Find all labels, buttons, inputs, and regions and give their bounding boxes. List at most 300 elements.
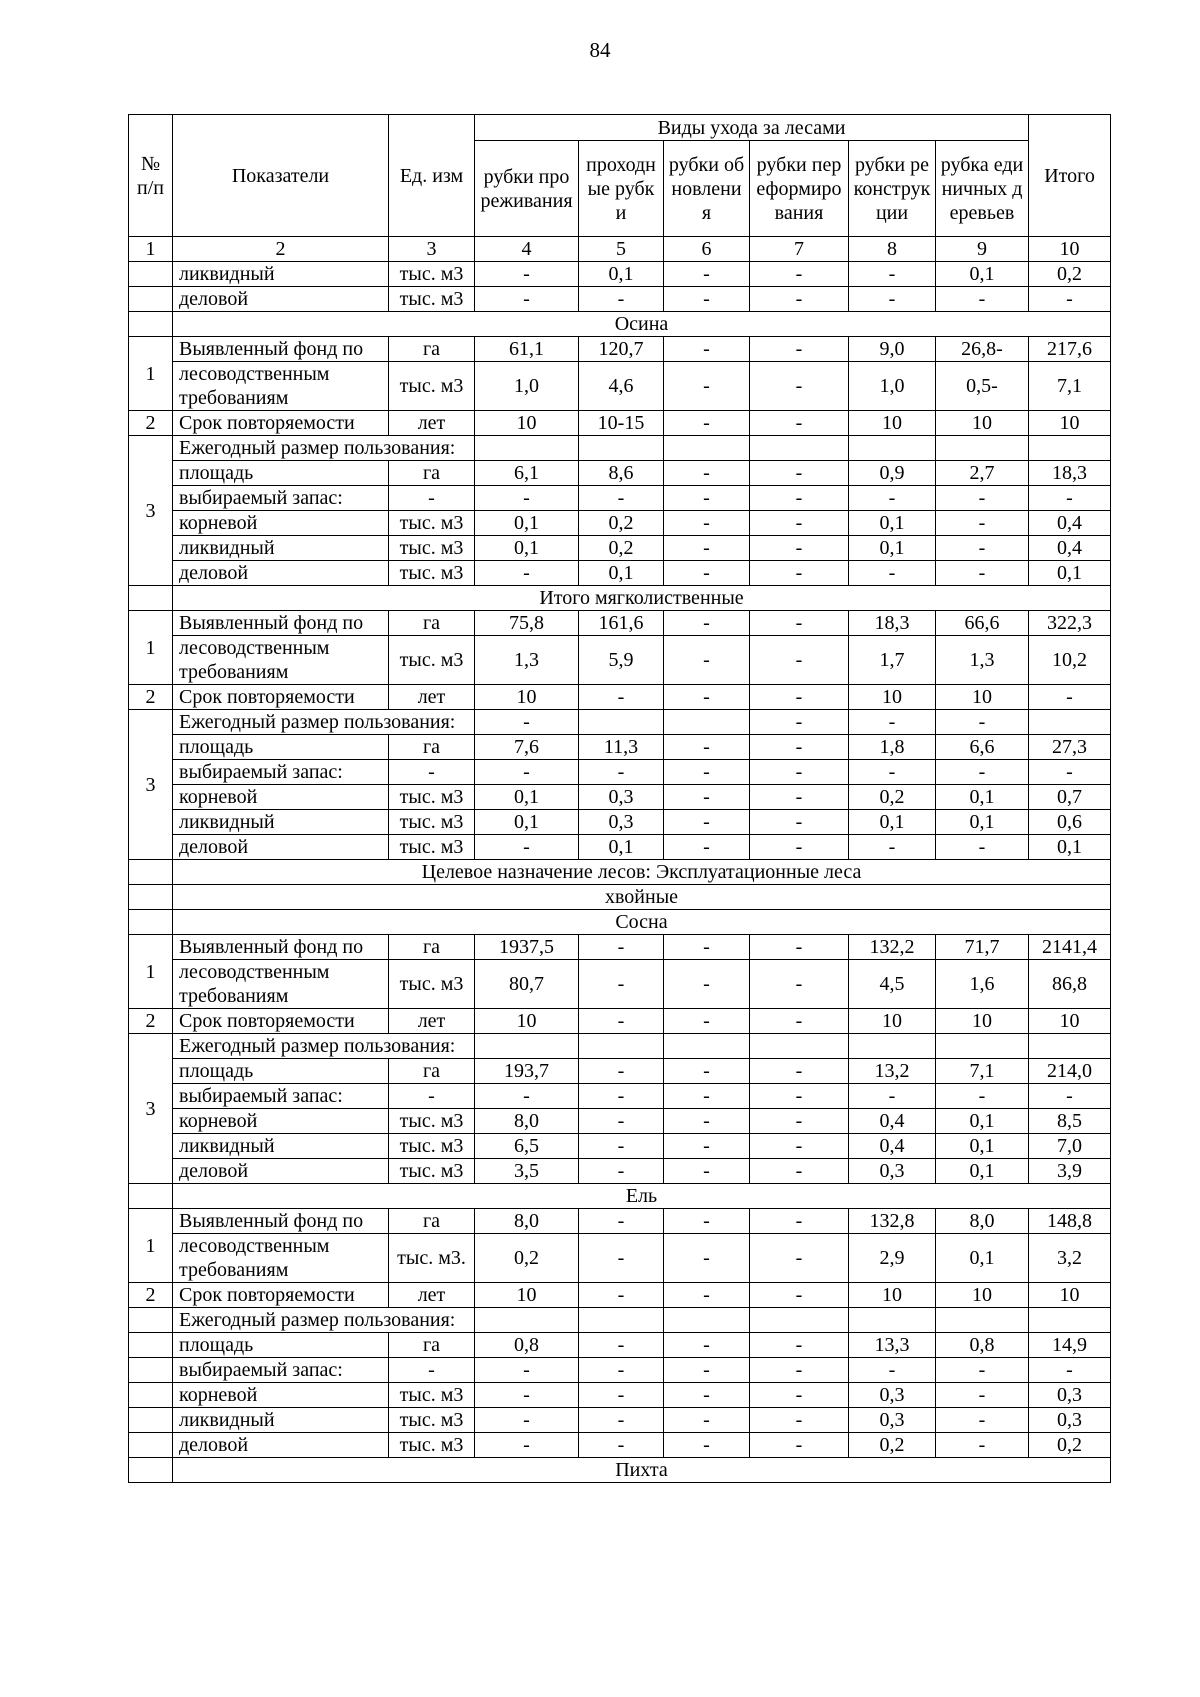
value-cell (579, 710, 664, 735)
section-title: Осина (173, 312, 1111, 337)
value-cell: 7,1 (936, 1059, 1029, 1084)
value-cell: - (750, 960, 849, 1009)
value-cell: - (475, 1408, 579, 1433)
value-cell: 6,1 (475, 461, 579, 486)
value-cell: 214,0 (1029, 1059, 1111, 1084)
table-row (129, 461, 1111, 486)
num-cell (129, 586, 173, 611)
indicator-cell: площадь (173, 1333, 389, 1358)
value-cell: - (849, 561, 936, 586)
num-cell (129, 1383, 173, 1408)
value-cell: 1937,5 (475, 935, 579, 960)
value-cell: 1,3 (475, 636, 579, 685)
num-cell (129, 287, 173, 312)
table-row (129, 287, 1111, 312)
value-cell (1029, 436, 1111, 461)
indicator-cell: Выявленный фонд по (173, 611, 389, 636)
indicator-cell: ликвидный (173, 262, 389, 287)
value-cell: - (664, 1009, 750, 1034)
table-row (129, 1358, 1111, 1383)
value-cell: 26,8- (936, 337, 1029, 362)
table-row (129, 1383, 1111, 1408)
value-cell: - (750, 411, 849, 436)
unit-cell: тыс. м3 (389, 287, 475, 312)
value-cell: - (750, 1084, 849, 1109)
value-cell: - (849, 287, 936, 312)
value-cell: 10 (849, 411, 936, 436)
value-cell: 10 (936, 1009, 1029, 1034)
indicator-cell: Срок повторяемости (173, 1009, 389, 1034)
value-cell: - (475, 1084, 579, 1109)
num-cell: 1 (129, 611, 173, 685)
value-cell: 1,0 (475, 362, 579, 411)
value-cell: - (936, 1408, 1029, 1433)
table-row (129, 685, 1111, 710)
value-cell: - (475, 561, 579, 586)
value-cell: - (579, 1283, 664, 1308)
value-cell: - (1029, 486, 1111, 511)
value-cell: 7,0 (1029, 1134, 1111, 1159)
value-cell: - (664, 1159, 750, 1184)
num-cell: 3 (129, 710, 173, 860)
value-cell: 0,8 (475, 1333, 579, 1358)
indicator-cell: лесоводственным (173, 636, 389, 661)
value-cell: - (750, 685, 849, 710)
value-cell: - (750, 1383, 849, 1408)
value-cell: - (664, 1433, 750, 1458)
value-cell: - (750, 1134, 849, 1159)
table-row (129, 835, 1111, 860)
table-row (129, 436, 1111, 461)
value-cell: 0,1 (936, 1159, 1029, 1184)
value-cell: - (664, 411, 750, 436)
indicator-cell: ликвидный (173, 810, 389, 835)
value-cell: - (750, 1333, 849, 1358)
value-cell: - (475, 835, 579, 860)
value-cell: 148,8 (1029, 1209, 1111, 1234)
section-row (129, 1184, 1111, 1209)
section-title: Пихта (173, 1458, 1111, 1483)
value-cell: - (750, 1358, 849, 1383)
table-row (129, 760, 1111, 785)
table-row (129, 362, 1111, 387)
value-cell: - (579, 1333, 664, 1358)
value-cell: 10 (1029, 1009, 1111, 1034)
value-cell: 0,1 (936, 1109, 1029, 1134)
value-cell: - (750, 935, 849, 960)
value-cell: - (750, 1209, 849, 1234)
unit-cell: лет (389, 1283, 475, 1308)
value-cell: 18,3 (849, 611, 936, 636)
value-cell (849, 436, 936, 461)
value-cell (1029, 1034, 1111, 1059)
indicator-cell: Ежегодный размер пользования: (173, 1308, 475, 1333)
value-cell: 10 (849, 1283, 936, 1308)
value-cell: - (664, 1134, 750, 1159)
value-cell: 18,3 (1029, 461, 1111, 486)
unit-cell: тыс. м3 (389, 1109, 475, 1134)
value-cell: 0,4 (1029, 536, 1111, 561)
unit-cell: тыс. м3 (389, 1383, 475, 1408)
value-cell: 1,3 (936, 636, 1029, 685)
indicator-cell: выбираемый запас: (173, 1084, 389, 1109)
value-cell: - (664, 810, 750, 835)
value-cell: 2,9 (849, 1234, 936, 1283)
value-cell: 0,4 (849, 1134, 936, 1159)
value-cell: - (664, 561, 750, 586)
value-cell: 9,0 (849, 337, 936, 362)
value-cell: - (1029, 287, 1111, 312)
value-cell (849, 1034, 936, 1059)
value-cell: 132,8 (849, 1209, 936, 1234)
section-row (129, 910, 1111, 935)
value-cell: 27,3 (1029, 735, 1111, 760)
value-cell: - (750, 511, 849, 536)
value-cell: - (475, 262, 579, 287)
value-cell: 10 (475, 685, 579, 710)
indicator-cell: Выявленный фонд по (173, 1209, 389, 1234)
value-cell: 75,8 (475, 611, 579, 636)
value-cell: - (579, 1109, 664, 1134)
value-cell: - (936, 760, 1029, 785)
table-row (129, 1009, 1111, 1034)
value-cell: 11,3 (579, 735, 664, 760)
unit-cell: га (389, 611, 475, 636)
indicator-cell: корневой (173, 1109, 389, 1134)
unit-cell: тыс. м3 (389, 785, 475, 810)
value-cell: 0,1 (936, 785, 1029, 810)
unit-cell: тыс. м3 (389, 1134, 475, 1159)
value-cell: - (579, 1433, 664, 1458)
value-cell: 0,3 (849, 1408, 936, 1433)
table-row (129, 960, 1111, 985)
unit-cell: - (389, 1084, 475, 1109)
value-cell: 61,1 (475, 337, 579, 362)
table-row (129, 1308, 1111, 1333)
header-col: рубки прореживания (475, 141, 579, 237)
value-cell: 10 (849, 685, 936, 710)
value-cell (664, 710, 750, 735)
value-cell: - (750, 1234, 849, 1283)
value-cell: - (664, 735, 750, 760)
unit-cell: тыс. м3 (389, 511, 475, 536)
unit-cell: - (389, 760, 475, 785)
value-cell: - (1029, 685, 1111, 710)
value-cell: - (936, 486, 1029, 511)
forest-care-table (128, 114, 1111, 1483)
value-cell: 0,2 (1029, 262, 1111, 287)
num-cell (129, 1184, 173, 1209)
header-col: рубки переформирования (750, 141, 849, 237)
value-cell: - (664, 1109, 750, 1134)
value-cell: - (849, 1084, 936, 1109)
value-cell: - (579, 1059, 664, 1084)
value-cell: - (664, 935, 750, 960)
value-cell: 10 (1029, 411, 1111, 436)
value-cell: - (475, 710, 579, 735)
value-cell: 0,1 (1029, 835, 1111, 860)
value-cell: - (1029, 1084, 1111, 1109)
value-cell: 0,9 (849, 461, 936, 486)
header-col: рубки реконструкции (849, 141, 936, 237)
value-cell: - (1029, 760, 1111, 785)
value-cell: - (849, 710, 936, 735)
unit-cell: - (389, 1358, 475, 1383)
value-cell: - (664, 1234, 750, 1283)
value-cell: 1,7 (849, 636, 936, 685)
value-cell: - (936, 1358, 1029, 1383)
table-row (129, 1134, 1111, 1159)
section-title: Ель (173, 1184, 1111, 1209)
value-cell: 10 (475, 411, 579, 436)
unit-cell: га (389, 735, 475, 760)
indicator-cell: Ежегодный размер пользования: (173, 1034, 475, 1059)
value-cell: - (579, 685, 664, 710)
value-cell: - (664, 1084, 750, 1109)
value-cell: - (475, 486, 579, 511)
value-cell: 0,3 (1029, 1383, 1111, 1408)
table-row (129, 1433, 1111, 1458)
value-cell: 193,7 (475, 1059, 579, 1084)
value-cell: - (936, 1433, 1029, 1458)
value-cell: 0,1 (849, 511, 936, 536)
value-cell: - (579, 1234, 664, 1283)
num-cell (129, 1408, 173, 1433)
value-cell: 10 (936, 685, 1029, 710)
value-cell: - (936, 536, 1029, 561)
table-row (129, 536, 1111, 561)
table-row (129, 1059, 1111, 1084)
value-cell: - (475, 1358, 579, 1383)
table-row (129, 1084, 1111, 1109)
value-cell: - (664, 1383, 750, 1408)
value-cell: 0,4 (849, 1109, 936, 1134)
indicator-cell: требованиям (173, 984, 389, 1009)
value-cell: 217,6 (1029, 337, 1111, 362)
value-cell: - (750, 735, 849, 760)
value-cell: 0,3 (849, 1383, 936, 1408)
value-cell: - (579, 1084, 664, 1109)
value-cell: - (936, 511, 1029, 536)
header-num: № п/п (129, 115, 173, 237)
column-index-cell: 9 (936, 237, 1029, 262)
num-cell: 2 (129, 1009, 173, 1034)
value-cell: - (664, 960, 750, 1009)
table-row (129, 935, 1111, 960)
num-cell (129, 1333, 173, 1358)
unit-cell: га (389, 1333, 475, 1358)
num-cell: 3 (129, 436, 173, 586)
value-cell (750, 436, 849, 461)
value-cell: - (579, 1383, 664, 1408)
value-cell: 322,3 (1029, 611, 1111, 636)
unit-cell: тыс. м3 (389, 262, 475, 287)
value-cell: 13,3 (849, 1333, 936, 1358)
indicator-cell: лесоводственным (173, 362, 389, 387)
unit-cell: тыс. м3 (389, 835, 475, 860)
value-cell: 0,2 (579, 511, 664, 536)
section-title: Итого мягколиственные (173, 586, 1111, 611)
value-cell: - (579, 935, 664, 960)
value-cell: - (849, 835, 936, 860)
indicator-cell: деловой (173, 1159, 389, 1184)
value-cell: 8,0 (475, 1209, 579, 1234)
indicator-cell: Срок повторяемости (173, 411, 389, 436)
indicator-cell: деловой (173, 561, 389, 586)
value-cell: - (750, 835, 849, 860)
table-row (129, 1283, 1111, 1308)
unit-cell: га (389, 461, 475, 486)
value-cell: - (475, 1433, 579, 1458)
value-cell: - (664, 1059, 750, 1084)
value-cell: 0,1 (849, 810, 936, 835)
indicator-cell: Ежегодный размер пользования: (173, 710, 475, 735)
num-cell: 2 (129, 685, 173, 710)
value-cell: - (664, 461, 750, 486)
value-cell: - (750, 461, 849, 486)
value-cell: - (664, 511, 750, 536)
value-cell: 5,9 (579, 636, 664, 685)
value-cell: 0,1 (936, 1234, 1029, 1283)
value-cell: - (664, 536, 750, 561)
value-cell: - (936, 1084, 1029, 1109)
num-cell (129, 312, 173, 337)
value-cell: - (849, 1358, 936, 1383)
section-title: хвойные (173, 885, 1111, 910)
indicator-cell: требованиям (173, 1258, 389, 1283)
table-row (129, 1109, 1111, 1134)
value-cell (579, 1308, 664, 1333)
table-row (129, 785, 1111, 810)
value-cell (579, 1034, 664, 1059)
value-cell: 8,6 (579, 461, 664, 486)
value-cell: 0,3 (849, 1159, 936, 1184)
value-cell: - (664, 1333, 750, 1358)
num-cell: 1 (129, 1209, 173, 1283)
value-cell: - (750, 611, 849, 636)
indicator-cell: Выявленный фонд по (173, 935, 389, 960)
header-group: Виды ухода за лесами (475, 115, 1029, 141)
value-cell: 0,4 (1029, 511, 1111, 536)
value-cell: - (664, 611, 750, 636)
value-cell: 0,2 (579, 536, 664, 561)
value-cell: 0,1 (936, 810, 1029, 835)
value-cell: - (664, 1209, 750, 1234)
indicator-cell: лесоводственным (173, 960, 389, 985)
table-row (129, 262, 1111, 287)
value-cell: - (664, 636, 750, 685)
value-cell: 0,1 (1029, 561, 1111, 586)
num-cell (129, 262, 173, 287)
value-cell: - (936, 1383, 1029, 1408)
num-cell (129, 1358, 173, 1383)
value-cell: - (1029, 1358, 1111, 1383)
value-cell: - (750, 636, 849, 685)
value-cell (664, 436, 750, 461)
value-cell: 0,3 (1029, 1408, 1111, 1433)
indicator-cell: деловой (173, 1433, 389, 1458)
value-cell: - (936, 287, 1029, 312)
header-unit: Ед. изм (389, 115, 475, 237)
value-cell: 1,8 (849, 735, 936, 760)
unit-cell: лет (389, 411, 475, 436)
indicator-cell: Ежегодный размер пользования: (173, 436, 475, 461)
value-cell: 10 (936, 1283, 1029, 1308)
value-cell: - (664, 287, 750, 312)
value-cell: - (936, 561, 1029, 586)
num-cell (129, 1458, 173, 1483)
unit-cell: тыс. м3 (389, 561, 475, 586)
value-cell (664, 1034, 750, 1059)
value-cell: 4,6 (579, 362, 664, 411)
num-cell (129, 910, 173, 935)
indicator-cell: Срок повторяемости (173, 1283, 389, 1308)
value-cell: 0,1 (579, 835, 664, 860)
unit-cell: тыс. м3 (389, 636, 475, 685)
indicator-cell: выбираемый запас: (173, 1358, 389, 1383)
indicator-cell: выбираемый запас: (173, 486, 389, 511)
value-cell (475, 1034, 579, 1059)
value-cell: 161,6 (579, 611, 664, 636)
value-cell: 0,1 (475, 536, 579, 561)
value-cell: - (750, 1433, 849, 1458)
indicator-cell: Срок повторяемости (173, 685, 389, 710)
table-row (129, 735, 1111, 760)
value-cell: - (750, 1159, 849, 1184)
value-cell: - (750, 1109, 849, 1134)
value-cell: 0,1 (475, 810, 579, 835)
value-cell: 0,2 (849, 1433, 936, 1458)
value-cell: 8,5 (1029, 1109, 1111, 1134)
value-cell: 8,0 (475, 1109, 579, 1134)
value-cell (750, 1034, 849, 1059)
num-cell (129, 860, 173, 885)
indicator-cell: деловой (173, 287, 389, 312)
value-cell: 3,9 (1029, 1159, 1111, 1184)
value-cell: - (750, 486, 849, 511)
value-cell: - (579, 960, 664, 1009)
unit-cell: га (389, 337, 475, 362)
value-cell: - (664, 835, 750, 860)
value-cell: - (936, 835, 1029, 860)
unit-cell: тыс. м3 (389, 1408, 475, 1433)
table-row (129, 611, 1111, 636)
unit-cell: тыс. м3 (389, 1159, 475, 1184)
unit-cell: тыс. м3 (389, 960, 475, 1009)
value-cell: - (579, 1408, 664, 1433)
indicator-cell: деловой (173, 835, 389, 860)
table-row (129, 1333, 1111, 1358)
value-cell: 14,9 (1029, 1333, 1111, 1358)
value-cell: - (750, 760, 849, 785)
header-indicators: Показатели (173, 115, 389, 237)
value-cell (475, 436, 579, 461)
value-cell: 66,6 (936, 611, 1029, 636)
column-index-cell: 1 (129, 237, 173, 262)
table-row (129, 1209, 1111, 1234)
indicator-cell: ликвидный (173, 536, 389, 561)
table-row (129, 710, 1111, 735)
value-cell: 0,1 (475, 511, 579, 536)
table-row (129, 337, 1111, 362)
value-cell: 0,1 (936, 1134, 1029, 1159)
column-index-cell: 3 (389, 237, 475, 262)
column-index-cell: 8 (849, 237, 936, 262)
value-cell (1029, 1308, 1111, 1333)
unit-cell: га (389, 1209, 475, 1234)
value-cell: - (750, 1059, 849, 1084)
value-cell (475, 1308, 579, 1333)
